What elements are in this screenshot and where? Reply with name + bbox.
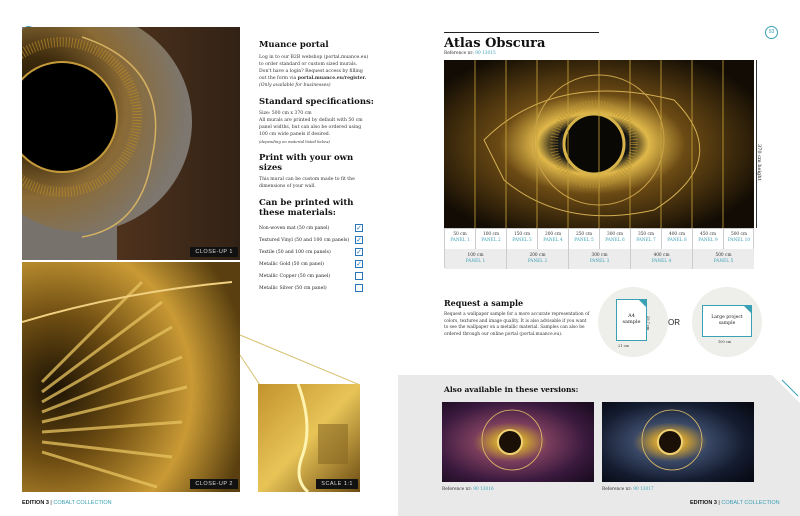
own-line-1: This mural can be custom made to fit the (259, 177, 355, 182)
material-checkbox[interactable]: ✓ (356, 236, 362, 244)
version-2-art (602, 402, 754, 482)
a4-label: A4 (628, 313, 635, 319)
panel-cell (507, 229, 538, 249)
panel-cell (693, 229, 724, 249)
panel-label: PANEL 5 (574, 238, 594, 243)
group-size: 300 cm (591, 253, 608, 258)
portal-line-1: Log in to our B2B webshop (portal.muance.eu) (259, 55, 369, 60)
footer-collection: COBALT COLLECTION (53, 500, 112, 506)
closeup-2-image (22, 262, 240, 492)
footer-collection: COBALT COLLECTION (721, 500, 780, 506)
reference-code: 90 13015 (475, 51, 496, 56)
versions-title: Also available in these versions: (444, 385, 579, 394)
panel-cell (445, 229, 476, 249)
spec-line-1: Size: 500 cm x 370 cm (259, 111, 312, 116)
version-2-code: 90 13017 (633, 487, 654, 492)
sample-line-4: ordered through our online portal (portal.muance.eu). (444, 331, 563, 337)
material-row (259, 258, 363, 270)
sample-line-1: Request a wallpaper sample for a more accurate representation of (444, 312, 590, 317)
group-cell (631, 249, 693, 269)
panel-label: PANEL 7 (636, 238, 656, 243)
panel-size: 500 cm (730, 232, 748, 237)
own-sizes-title: Print with your own sizes (259, 153, 354, 173)
panel-label: PANEL 6 (605, 238, 625, 243)
sample-section (444, 298, 594, 338)
a4-sample-label: sample (622, 319, 641, 325)
version-1-image[interactable] (442, 402, 594, 482)
material-name: Metallic Gold (50 cm panel) (259, 261, 324, 267)
closeup-1-label: CLOSE-UP 1 (190, 247, 238, 257)
panel-size: 400 cm (668, 232, 686, 237)
panel-cell (538, 229, 569, 249)
panel-cell (631, 229, 662, 249)
material-name: Textured Vinyl (50 and 100 cm panels) (259, 237, 350, 243)
group-size: 200 cm (529, 253, 546, 258)
closeup-1-image (22, 27, 240, 260)
large-sample-label: sample (718, 321, 736, 326)
mural-image (444, 60, 754, 228)
left-text-column (259, 40, 379, 294)
material-checkbox[interactable]: ✓ (356, 224, 362, 232)
a4-width-label: 21 cm (618, 344, 629, 348)
material-name: Metallic Silver (50 cm panel) (259, 285, 327, 291)
page-number-right: 93 (765, 26, 778, 39)
footer-edition: EDITION 3 (22, 500, 49, 506)
panel-label: PANEL 4 (543, 238, 563, 243)
closeup-2-art (22, 262, 240, 492)
panel-size: 200 cm (544, 232, 562, 237)
version-1-prefix: Reference nr: (442, 487, 474, 492)
title-rule (444, 32, 599, 33)
material-name: Metallic Copper (50 cm panel) (259, 273, 331, 279)
panel-cell (600, 229, 631, 249)
scale-label: SCALE 1:1 (316, 479, 358, 489)
panel-cell (724, 229, 754, 249)
material-row (259, 234, 363, 246)
large-width-label: 100 cm (718, 340, 732, 344)
version-1-code: 90 13016 (473, 487, 494, 492)
portal-register-link[interactable]: portal.muance.eu/register. (297, 76, 367, 81)
group-label: PANEL 3 (589, 259, 610, 264)
material-checkbox[interactable] (355, 272, 363, 280)
spec-line-4: 100 cm wide panels if desired. (259, 132, 331, 137)
portal-line-4-text: out the form via (259, 76, 298, 81)
a4-corner-fold (638, 299, 647, 308)
spec-line-2: All murals are printed by default with 50 cm (259, 118, 363, 123)
panel-label: PANEL 9 (698, 238, 718, 243)
panel-size: 250 cm (575, 232, 593, 237)
sample-text (444, 312, 594, 338)
sample-line-2: colors, textures and image quality. It is also advisable if you want (444, 318, 587, 324)
mural-title: Atlas Obscura (444, 36, 546, 51)
group-cell (693, 249, 754, 269)
spec-line-5: (depending on material listed below) (259, 139, 330, 144)
materials-title-2: these materials: (259, 208, 336, 218)
material-row (259, 282, 363, 294)
panel-size: 50 cm (453, 232, 467, 237)
materials-list (259, 222, 379, 294)
footer-left (22, 500, 112, 506)
group-label: PANEL 1 (465, 259, 486, 264)
panel-label: PANEL 2 (481, 238, 501, 243)
spec-title: Standard specifications: (259, 97, 374, 107)
version-2-image[interactable] (602, 402, 754, 482)
panel-cell (569, 229, 600, 249)
closeup-1-art (22, 27, 240, 260)
panel-size: 450 cm (699, 232, 717, 237)
group-cell (445, 249, 507, 269)
versions-accent-line (780, 378, 800, 398)
material-checkbox[interactable]: ✓ (356, 248, 362, 256)
a4-height-label: 29,7 cm (646, 316, 650, 331)
mural-art (444, 60, 754, 228)
material-checkbox[interactable]: ✓ (356, 260, 362, 268)
group-size: 100 cm (467, 253, 484, 258)
sample-line-3: to see the wallpaper on a metallic material. Samples can also be (444, 325, 585, 330)
closeup-2-label: CLOSE-UP 2 (190, 479, 238, 489)
version-2-prefix: Reference nr: (602, 487, 634, 492)
portal-title: Muance portal (259, 40, 329, 50)
panel-cell (476, 229, 507, 249)
footer-separator: | (716, 500, 722, 506)
own-line-2: dimensions of your wall. (259, 184, 316, 189)
own-sizes-text (259, 176, 379, 190)
reference-prefix: Reference nr: (444, 51, 476, 56)
panel-label: PANEL 1 (450, 238, 470, 243)
panel-cell (662, 229, 693, 249)
group-label: PANEL 2 (527, 259, 548, 264)
panel-size: 350 cm (637, 232, 655, 237)
mural-reference (444, 51, 496, 56)
scale-image (258, 384, 360, 492)
portal-line-5: (Only available for businesses) (259, 83, 331, 88)
panel-table (444, 228, 754, 268)
large-corner-fold (743, 305, 752, 314)
panel-size: 300 cm (606, 232, 624, 237)
portal-line-4 (259, 75, 379, 82)
group-size: 500 cm (715, 253, 732, 258)
portal-line-2: to order standard or custom sized murals. (259, 62, 358, 67)
height-label: 370 cm height (756, 144, 762, 181)
version-1-reference (442, 487, 494, 492)
panel-size: 100 cm (482, 232, 500, 237)
group-cell (507, 249, 569, 269)
footer-edition: EDITION 3 (690, 500, 717, 506)
portal-text (259, 54, 379, 89)
material-row (259, 270, 363, 282)
spec-text (259, 110, 379, 145)
version-2-reference (602, 487, 654, 492)
large-label: Large project (711, 315, 743, 320)
material-name: Textile (50 and 100 cm panels) (259, 249, 331, 255)
group-label: PANEL 5 (713, 259, 734, 264)
version-1-art (442, 402, 594, 482)
scale-art (258, 384, 360, 492)
panel-size: 150 cm (513, 232, 531, 237)
material-row (259, 222, 363, 234)
panel-label: PANEL 3 (512, 238, 532, 243)
group-cell (569, 249, 631, 269)
portal-line-3: Don't have a login? Request access by filling (259, 69, 363, 74)
footer-right (690, 500, 780, 506)
spec-line-3: panel widths, but can also be ordered using (259, 125, 362, 130)
group-label: PANEL 4 (651, 259, 672, 264)
material-name: Non-woven mat (50 cm panel) (259, 225, 330, 231)
materials-title-1: Can be printed with (259, 198, 354, 208)
panel-label: PANEL 10 (727, 238, 751, 243)
material-checkbox[interactable] (355, 284, 363, 292)
or-label: OR (668, 318, 680, 327)
sample-title: Request a sample (444, 298, 524, 308)
footer-separator: | (48, 500, 54, 506)
panel-label: PANEL 8 (667, 238, 687, 243)
group-size: 400 cm (653, 253, 670, 258)
material-row (259, 246, 363, 258)
